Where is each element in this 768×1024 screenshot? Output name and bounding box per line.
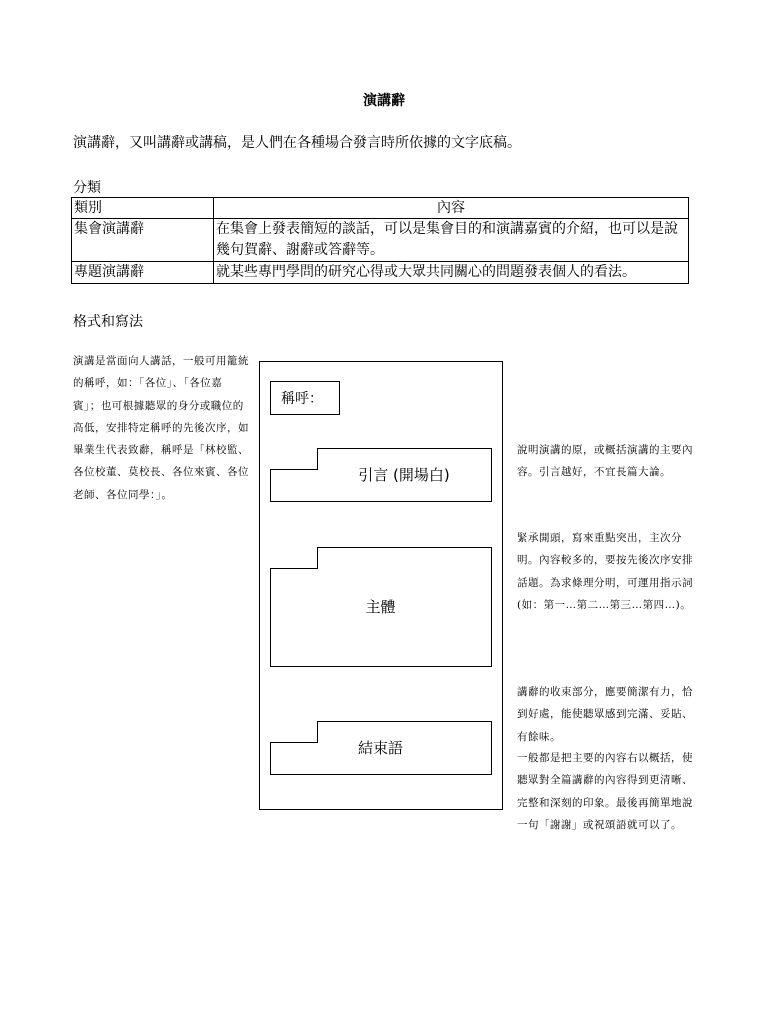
salutation-label: 稱呼： xyxy=(281,391,323,407)
classification-heading: 分類 xyxy=(73,180,101,196)
closing-note: 講辭的收束部分，應要簡潔有力，恰到好處，能使聽眾感到完滿、妥貼、有餘味。 xyxy=(517,686,693,743)
table-cell-type: 專題演講辭 xyxy=(72,262,214,284)
intro-paragraph: 演講辭，又叫講辭或講稿，是人們在各種場合發言時所依據的文字底稿。 xyxy=(73,135,521,151)
closing-label: 結束語 xyxy=(357,739,403,757)
body-label: 主體 xyxy=(365,598,396,616)
table-cell-type: 集會演講辭 xyxy=(72,219,214,262)
table-header-type: 類別 xyxy=(72,198,214,219)
table-cell-content: 就某些專門學問的研究心得或大眾共同關心的問題發表個人的看法。 xyxy=(214,262,689,284)
page-title: 演講辭 xyxy=(363,93,405,109)
closing-note-2: 一般都是把主要的內容右以概括，使聽眾對全篇講辭的內容得到更清晰、完整和深刻的印象。最後再簡單地說一句「謝謝」或祝頌語就可以了。 xyxy=(517,752,693,831)
opening-note: 說明演講的原，或概括演講的主要內容。引言越好，不宜長篇大論。 xyxy=(517,444,693,479)
table-cell-content: 在集會上發表簡短的談話，可以是集會目的和演講嘉賓的介紹，也可以是說幾句賀辭、謝辭或答辭等。 xyxy=(214,219,689,262)
body-note: 緊承開頭，寫來重點突出，主次分明。內容較多的，要按先後次序安排話題。為求條理分明，可運用指示詞 (如：第一…第二…第三…第四…)。 xyxy=(517,532,693,611)
salutation-note: 演講是當面向人講話，一般可用籠統的稱呼，如：「各位」、「各位嘉賓」；也可根據聽眾的身分或職位的高低，安排特定稱呼的先後次序，如畢業生代表致辭，稱呼是「林校監、各位校董、莫校長、各位來賓、各位老師、各位同學：」。 xyxy=(73,355,249,501)
format-heading: 格式和寫法 xyxy=(73,314,143,330)
table-header-content: 內容 xyxy=(214,198,689,219)
opening-label: 引言 (開場白) xyxy=(358,466,450,484)
